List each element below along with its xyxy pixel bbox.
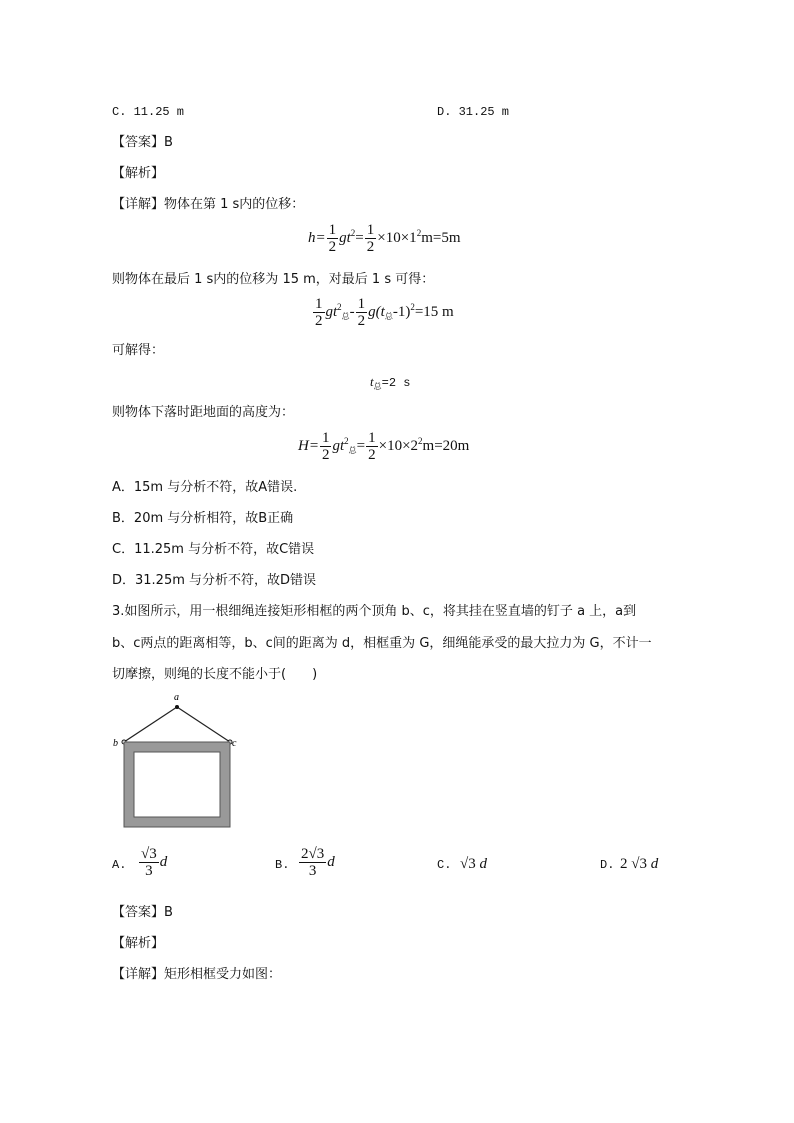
- option-c: C.: [437, 858, 452, 872]
- choice-a-analysis: A．15m 与分析不符，故A错误.: [112, 480, 298, 495]
- picture-frame-figure: [110, 688, 250, 833]
- option-b: B.: [275, 858, 290, 872]
- option-c-value: √3 d: [460, 856, 487, 872]
- answer-label: 【答案】B: [112, 905, 173, 920]
- option-c-prev: C. 11.25 m: [112, 105, 185, 119]
- option-d: D.: [600, 858, 615, 872]
- option-d-prev: D. 31.25 m: [437, 105, 510, 119]
- option-d-value: 2 √3 d: [620, 856, 659, 872]
- equation-4: H= $\frac{1}{2}$ $gt^2_总=$ $\frac{1}{2}$ $\times 10\times 2^2m=20m$: [298, 430, 470, 463]
- nail-point: [175, 705, 179, 709]
- question-stem: 3.如图所示，用一根细绳连接矩形相框的两个顶角 b、c，将其挂在竖直墙的钉子 a 上，a到: [112, 604, 637, 619]
- choice-d-analysis: D．31.25m 与分析不符，故D错误: [112, 573, 317, 588]
- analysis-label: 【解析】: [112, 166, 165, 181]
- label-c: c: [232, 738, 237, 749]
- frame-inner: [134, 752, 220, 817]
- choice-c-analysis: C．11.25m 与分析不符，故C错误: [112, 542, 315, 557]
- detail-line: 则物体在最后 1 s内的位移为 15 m，对最后 1 s 可得：: [112, 272, 435, 287]
- detail-line: 可解得：: [112, 343, 165, 358]
- detail-line: 【详解】物体在第 1 s内的位移：: [112, 197, 305, 212]
- detail-line: 【详解】矩形相框受力如图：: [112, 967, 282, 982]
- detail-line: 则物体下落时距地面的高度为：: [112, 405, 295, 420]
- label-b: b: [113, 738, 118, 749]
- choice-b-analysis: B．20m 与分析相符，故B正确: [112, 511, 294, 526]
- equation-1: h= $\frac{1}{2}$ $gt^2=$ $\frac{1}{2}$ $\times 10\times 1^2m=5m$: [308, 222, 461, 255]
- answer-label: 【答案】B: [112, 135, 173, 150]
- question-stem: 切摩擦，则绳的长度不能小于( ): [112, 667, 318, 682]
- rope-right: [177, 707, 230, 742]
- option-b-value: $\frac{2√3}{3}$ d: [301, 846, 335, 879]
- equation-2: $\frac{1}{2}$ $gt^2_总-$ $\frac{1}{2}$ $g(t_总-1)^2=15$ m: [315, 296, 454, 329]
- label-a: a: [174, 692, 179, 703]
- analysis-label: 【解析】: [112, 936, 165, 951]
- option-a: A.: [112, 858, 127, 872]
- rope-left: [124, 707, 177, 742]
- question-stem: b、c两点的距离相等，b、c间的距离为 d，相框重为 G，细绳能承受的最大拉力为 G，不计一: [112, 636, 652, 651]
- equation-3: $t_总=2$ s: [370, 374, 411, 391]
- option-a-value: $\frac{√3}{3}$ d: [141, 846, 168, 879]
